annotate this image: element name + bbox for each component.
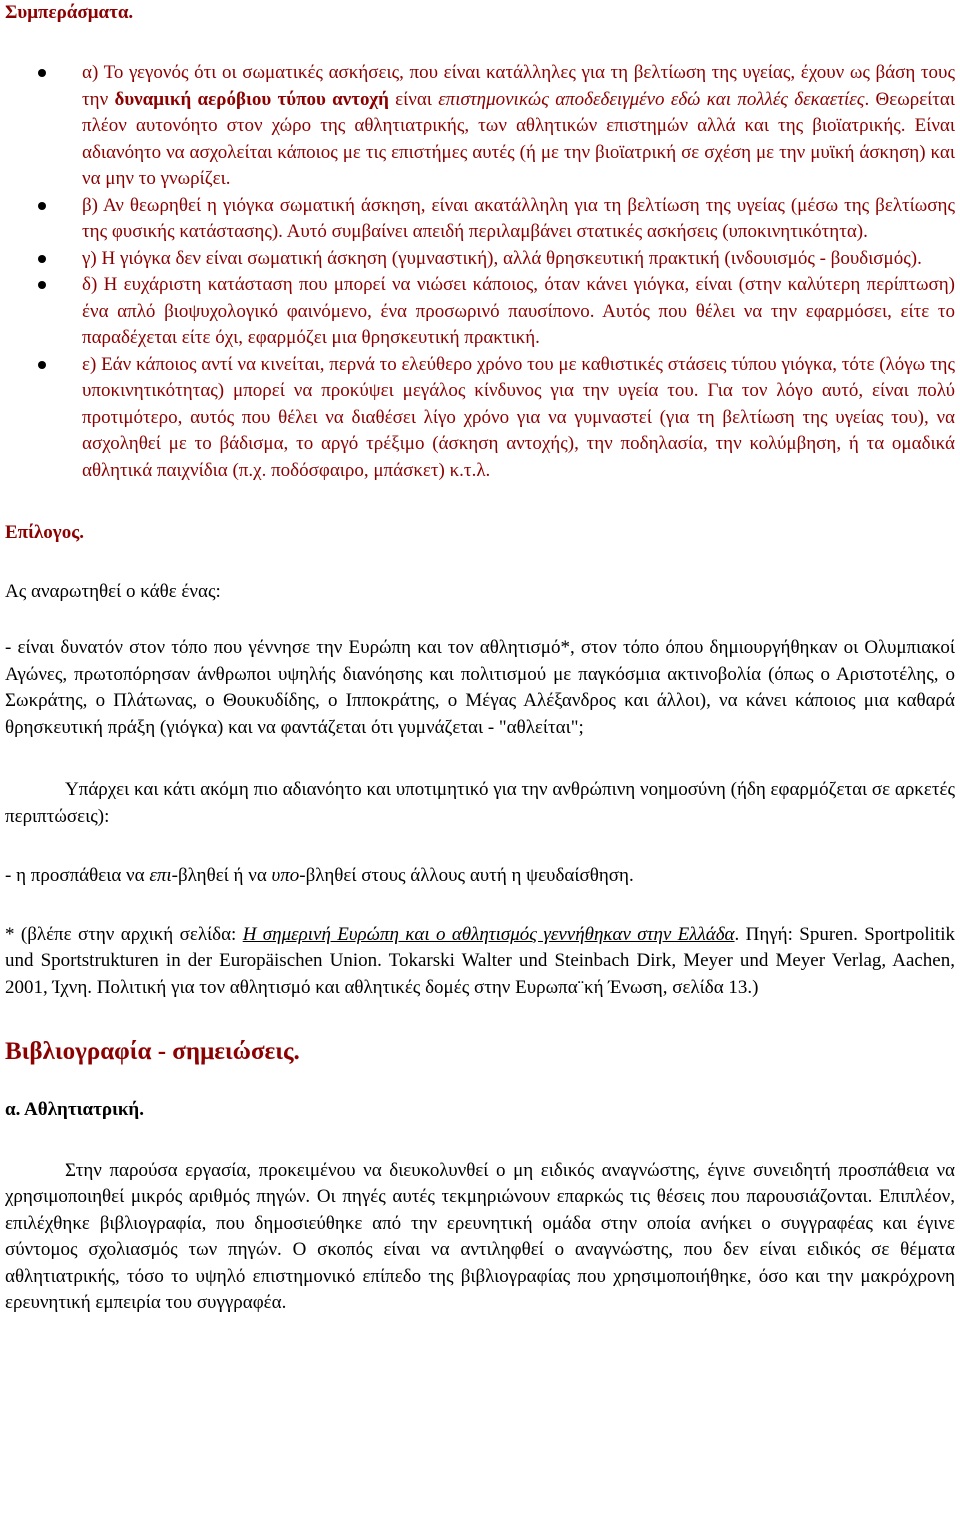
epilogue-heading: Επίλογος. [5,522,84,543]
text-italic: επι [149,865,172,886]
item-text: είναι [388,88,439,110]
conclusions-list [5,60,955,484]
bullet-icon [38,255,46,263]
footnote-text: * (βλέπε στην αρχική σελίδα: [5,923,243,945]
item-text: Η γιόγκα δεν είναι σωματική άσκηση (γυμναστική), αλλά θρησκευτική πρακτική (ινδουισμός - βουδισμός). [96,247,922,269]
bibliography-subtitle: α. Αθλητιατρική. [5,1099,144,1120]
item-marker: ε) [82,353,97,375]
document-page [5,0,955,1317]
list-item [82,272,955,352]
bullet-icon [38,281,46,289]
item-marker: β) [82,194,98,216]
epilogue-paragraph: Υπάρχει και κάτι ακόμη πιο αδιανόητο και υποτιμητικό για την ανθρώπινη νοημοσύνη (ήδη εφαρμόζεται σε αρκετές περιπτώσεις): [5,779,955,827]
epilogue-paragraph: - είναι δυνατόν στον τόπο που γέννησε την Ευρώπη και τον αθλητισμό*, στον τόπο όπου δημιουργήθηκαν οι Ολυμπιακοί Αγώνες, πρωτοπόρησαν άνθρωποι υψηλής διανόησης και πολιτισμού με παγκόσμια ακτινοβολία (όπως ο Αριστοτέλης, ο Σωκράτης, ο Πλάτωνας, ο Θουκυδίδης, ο Ιπποκράτης, ο Μέγας Αλέξανδρος και άλλοι), να κάνει κάποιος μια καθαρά θρησκευτική πράξη (γιόγκα) και να φαντάζεται ότι γυμνάζεται - "αθλείται"; [5,637,955,738]
item-text: Εάν κάποιος αντί να κινείται, περνά το ελεύθερο χρόνο του με καθιστικές στάσεις τύπου γιόγκα, τότε (λόγω της υποκινητικότητας) μπορεί να προκύψει μεγάλος κίνδυνος για την υγεία του. Για τον λόγο αυτό, είναι πολύ προτιμότερο, αυτός που θέλει να διαθέσει λίγο χρόνο για να γυμναστεί (για τη βελτίωση της υγείας του), να ασχοληθεί με το βάδισμα, το αργό τρέξιμο (άσκηση αντοχής), την ποδηλασία, την κολύμβηση, ή τα ομαδικά αθλητικά παιχνίδια (π.χ. ποδόσφαιρο, μπάσκετ) κ.τ.λ. [82,353,955,481]
footnote-text: . Πηγή: Spuren. Sportpolitik und Sportstrukturen in der Europäischen Union. Tokarski Walter und Steinbach Dirk, Meyer und Meyer Verlag, Aachen, 2001, Ίχνη. Πολιτική για τον αθλητισμό και αθλητικές δομές στην Ευρωπα¨κή Ένωση, σελίδα 13.) [5,923,955,998]
item-text: Το γεγονός ότι οι σωματικές ασκήσεις, που είναι κατάλληλες για τη βελτίωση της υγείας, έχουν ως βάση τους την [82,62,955,110]
conclusions-heading: Συμπεράσματα. [5,2,134,23]
text-span: -βληθεί στους άλλους αυτή η ψευδαίσθηση. [299,865,634,886]
list-item [82,193,955,246]
list-item [82,352,955,485]
item-italic-text: επιστημονικώς αποδεδειγμένο εδώ και πολλές δεκαετίες [438,88,865,110]
item-marker: δ) [82,274,98,295]
item-text: Αν θεωρηθεί η γιόγκα σωματική άσκηση, είναι ακατάλληλη για τη βελτίωση της υγείας (μέσω της βελτίωσης της φυσικής κατάστασης). Αυτό συμβαίνει απειδή περιλαμβάνει στατικές ασκήσεις (υποκινητικότητα). [82,194,955,242]
text-italic: υπο [271,865,300,886]
text-span: - η προσπάθεια να [5,865,150,886]
item-marker: α) [82,62,99,83]
item-text: Η ευχάριστη κατάσταση που μπορεί να νιώσει κάποιος, όταν κάνει γιόγκα, είναι (στην καλύτερη περίπτωση) ένα απλό βιοψυχολογικό φαινόμενο, ένα προσωρινό παυσίπονο. Αυτός που θέλει να την εφαρμόσει, είτε το παραδέχεται είτε όχι, εφαρμόζει μια θρησκευτική πρακτική. [82,274,955,348]
list-item [82,246,955,273]
epilogue-question: Ας αναρωτηθεί ο κάθε ένας: [5,580,221,602]
item-marker: γ) [82,247,97,269]
bibliography-heading: Βιβλιογραφία - σημειώσεις. [5,1038,300,1065]
bibliography-paragraph: Στην παρούσα εργασία, προκειμένου να διευκολυνθεί ο μη ειδικός αναγνώστης, έγινε συνειδητή προσπάθεια να χρησιμοποιηθεί μικρός αριθμός πηγών. Οι πηγές αυτές τεκμηριώνουν επαρκώς τις θέσεις που παρουσιάζονται. Επιπλέον, επιλέχθηκε βιβλιογραφία, που δημοσιεύθηκε από την ερευνητική ομάδα στην οποία ανήκει ο συγγραφέας και έγινε σύντομος σχολιασμός των πηγών. Ο σκοπός είναι να αντιληφθεί ο αναγνώστης, που δεν είναι ειδικός σε θέματα αθλητιατρικής, τόσο το υψηλό επιστημονικό επίπεδο της βιβλιογραφίας που χρησιμοποιήθηκε, όσο και την μακρόχρονη ερευνητική εμπειρία του συγγραφέα. [5,1159,955,1313]
text-span: -βληθεί ή να [171,865,272,886]
bullet-icon [38,202,46,210]
epilogue-paragraph [5,863,955,890]
bullet-icon [38,69,46,77]
bullet-icon [38,361,46,369]
list-item [82,60,955,193]
item-bold-text: δυναμική αερόβιου τύπου αντοχή [114,88,389,110]
item-text: . Θεωρείται πλέον αυτονόητο στον χώρο της αθλητιατρικής, των αθλητικών επιστημών αλλά και της βιοϊατρικής. Είναι αδιανόητο να ασχολείται κάποιος με τις επιστήμες αυτές (ή με την βιοϊατρική σε σχέση με την μυϊκή άσκηση) και να μην το γνωρίζει. [82,88,955,189]
homepage-link[interactable]: Η σημερινή Ευρώπη και ο αθλητισμός γεννήθηκαν στην Ελλάδα [242,923,735,945]
footnote [5,922,955,1002]
